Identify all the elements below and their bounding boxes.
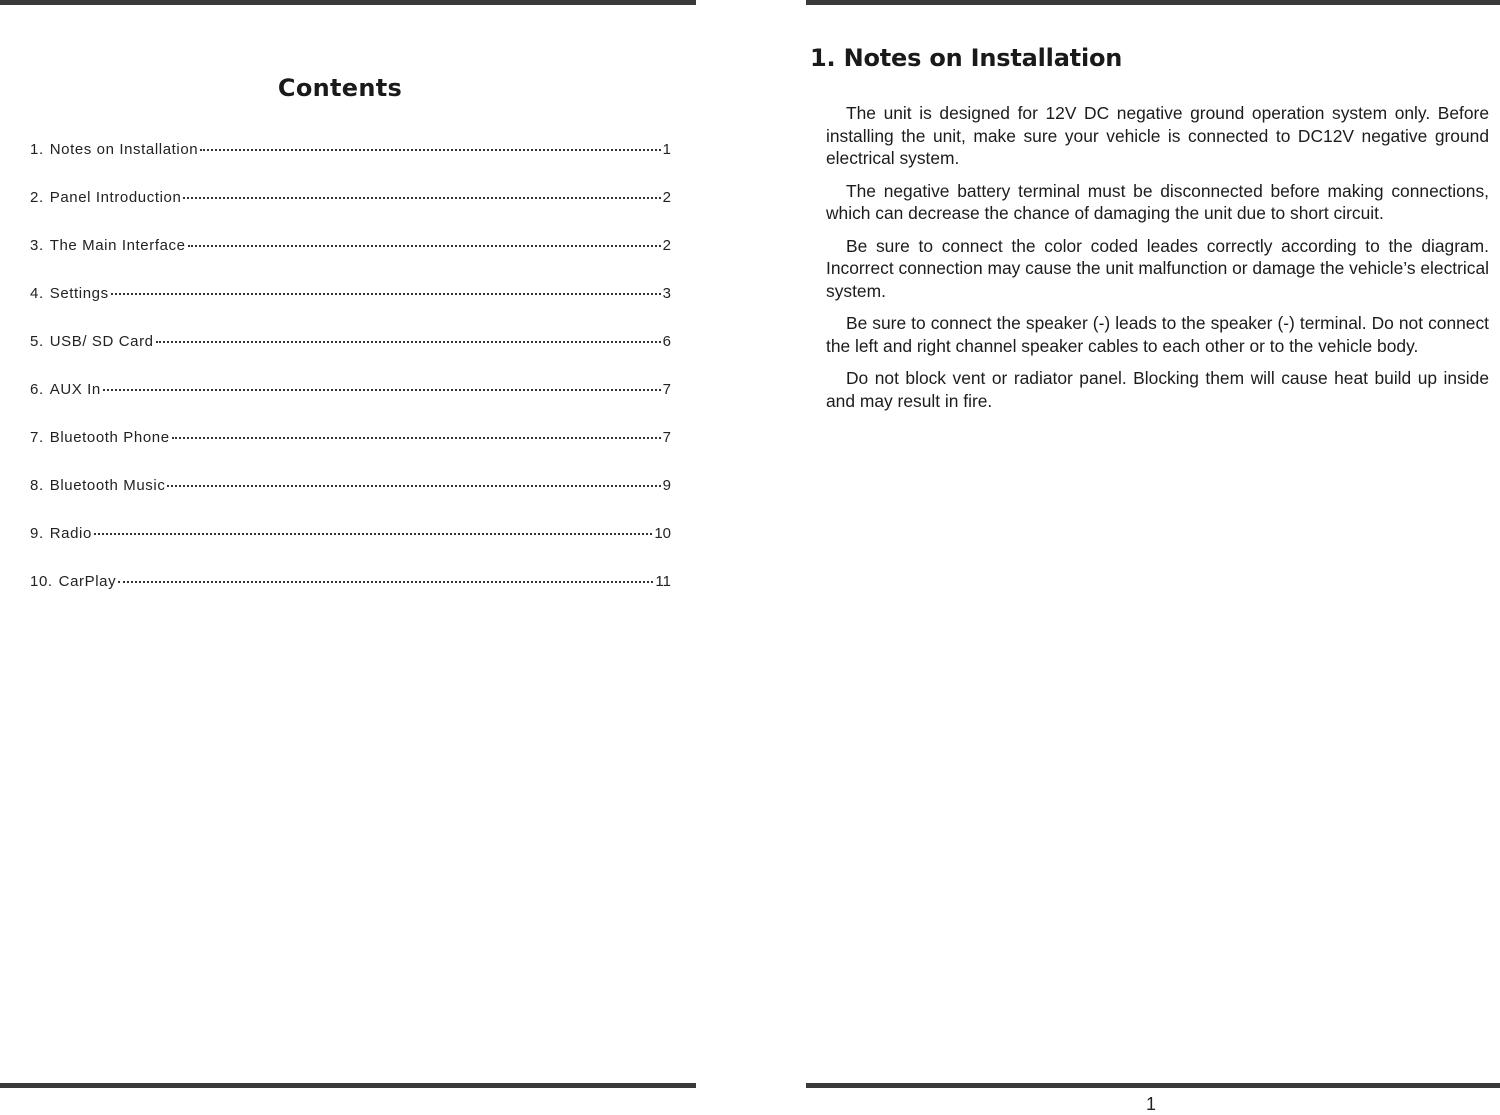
- toc-entry-page: 6: [662, 333, 671, 350]
- paragraph: Do not block vent or radiator panel. Blocking them will cause heat build up inside and may result in fire.: [826, 368, 1489, 411]
- paragraph: Be sure to connect the speaker (-) leads to the speaker (-) terminal. Do not connect the left and right channel speaker cables to each other or to the vehicle body.: [826, 313, 1489, 356]
- toc-entry-page: 3: [662, 285, 671, 302]
- page-number: 1: [1146, 1094, 1157, 1114]
- bottom-rule: [806, 1083, 1500, 1088]
- toc-dot-leader: [200, 149, 660, 151]
- toc-entry-number: 1.: [30, 141, 44, 158]
- toc-dot-leader: [156, 341, 661, 343]
- toc-entry-label: Bluetooth Music: [49, 477, 166, 494]
- top-rule: [806, 0, 1500, 5]
- toc-dot-leader: [94, 533, 652, 535]
- toc-entry-page: 7: [662, 381, 671, 398]
- toc-entry-label: CarPlay: [58, 573, 117, 590]
- table-of-contents: [30, 141, 671, 621]
- toc-entry[interactable]: [30, 285, 671, 333]
- contents-title: Contents: [277, 74, 403, 102]
- bottom-rule: [0, 1083, 696, 1088]
- toc-entry-number: 5.: [30, 333, 44, 350]
- toc-entry-page: 2: [662, 189, 671, 206]
- toc-entry-label: Bluetooth Phone: [49, 429, 170, 446]
- toc-entry-page: 9: [662, 477, 671, 494]
- toc-entry-label: Radio: [49, 525, 92, 542]
- paragraph: The negative battery terminal must be disconnected before making connections, which can decrease the chance of damaging the unit due to short circuit.: [826, 180, 1489, 223]
- toc-entry-number: 7.: [30, 429, 44, 446]
- toc-entry-label: AUX In: [49, 381, 101, 398]
- toc-entry[interactable]: [30, 477, 671, 525]
- toc-entry-page: 1: [662, 141, 671, 158]
- toc-entry-page: 10: [654, 525, 671, 542]
- toc-entry[interactable]: [30, 141, 671, 189]
- toc-entry-number: 2.: [30, 189, 44, 206]
- toc-dot-leader: [103, 389, 661, 391]
- toc-entry-page: 11: [655, 573, 671, 590]
- toc-entry-label: Notes on Installation: [49, 141, 199, 158]
- paragraph: The unit is designed for 12V DC negative ground operation system only. Before installing the unit, make sure your vehicle is connected to DC12V negative ground electrical system.: [826, 103, 1489, 168]
- toc-entry-page: 2: [662, 237, 671, 254]
- toc-entry-number: 9.: [30, 525, 44, 542]
- toc-entry-number: 10.: [30, 573, 53, 590]
- toc-entry-label: Panel Introduction: [49, 189, 182, 206]
- toc-entry[interactable]: [30, 525, 671, 573]
- contents-page: [0, 0, 696, 1113]
- toc-entry-number: 8.: [30, 477, 44, 494]
- paragraph: Be sure to connect the color coded leades correctly according to the diagram. Incorrect connection may cause the unit malfunction or damage the vehicle’s electrical system.: [826, 235, 1489, 301]
- toc-entry-label: The Main Interface: [49, 237, 186, 254]
- toc-dot-leader: [188, 245, 661, 247]
- toc-entry[interactable]: [30, 237, 671, 285]
- toc-dot-leader: [172, 437, 661, 439]
- toc-dot-leader: [111, 293, 661, 295]
- toc-entry-page: 7: [662, 429, 671, 446]
- toc-entry-label: USB/ SD Card: [49, 333, 154, 350]
- toc-entry-number: 3.: [30, 237, 44, 254]
- top-rule: [0, 0, 696, 5]
- installation-notes-page: [806, 0, 1500, 1113]
- installation-notes-body: [826, 102, 1489, 422]
- toc-entry[interactable]: [30, 381, 671, 429]
- toc-entry-label: Settings: [49, 285, 109, 302]
- toc-entry[interactable]: [30, 189, 671, 237]
- toc-entry[interactable]: [30, 429, 671, 477]
- toc-dot-leader: [183, 197, 660, 199]
- toc-entry[interactable]: [30, 573, 671, 621]
- toc-dot-leader: [167, 485, 660, 487]
- toc-dot-leader: [118, 581, 653, 583]
- toc-entry-number: 4.: [30, 285, 44, 302]
- toc-entry[interactable]: [30, 333, 671, 381]
- section-heading: 1. Notes on Installation: [810, 44, 1123, 72]
- toc-entry-number: 6.: [30, 381, 44, 398]
